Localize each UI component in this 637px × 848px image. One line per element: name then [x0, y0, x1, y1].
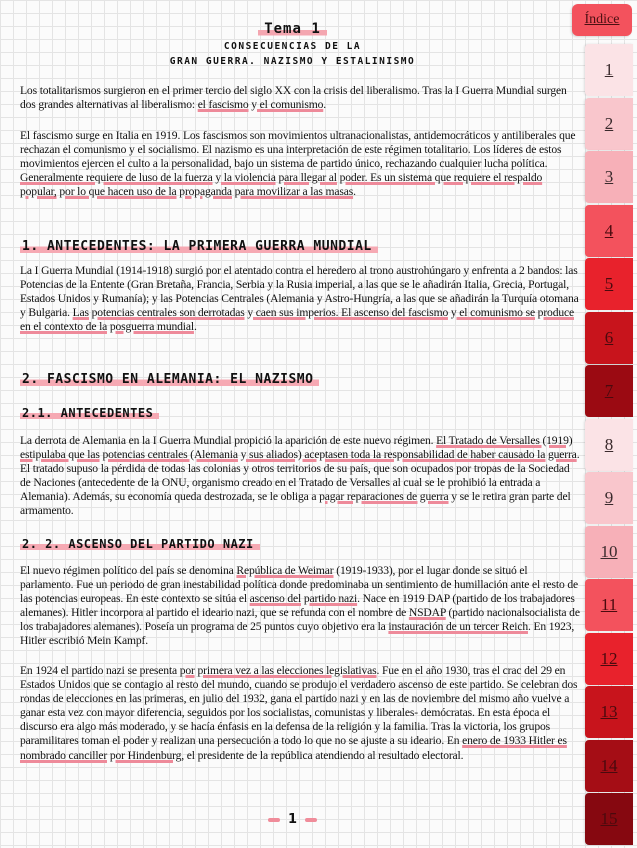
chapter-tab-12[interactable]: 12: [585, 633, 633, 685]
dash-decoration: [268, 818, 280, 822]
highlight-text: enero de 1933 Hitler es nombrado canciller por Hindenburg: [20, 734, 567, 762]
text-run: El fascismo surge en Italia en 1919. Los fascismos son movimientos ultranacionalistas, antidemocráticos y antiliberales que rechazan el comunismo y el socialismo. El nazismo es una interpretación de este régimen totalitario. Los líderes de estos movimientos ejercen el culto a la personalidad, bajo un sistema de partido único, rechazando cualquier lucha política.: [20, 129, 576, 171]
text-run: . En 1923, Hitler escribió Mein Kampf.: [20, 620, 575, 648]
highlight-text: por primera vez a las elecciones legislativas: [179, 664, 377, 677]
chapter-tab-3[interactable]: 3: [585, 151, 633, 203]
page-subtitle-line-2: GRAN GUERRA. NAZISMO Y ESTALINISMO: [169, 56, 416, 67]
section-heading: 1. ANTECEDENTES: LA PRIMERA GUERRA MUNDIAL: [20, 239, 378, 254]
chapter-tab-4[interactable]: 4: [585, 205, 633, 257]
chapter-tab-9[interactable]: 9: [585, 472, 633, 524]
section-heading: 2. FASCISMO EN ALEMANIA: EL NAZISMO: [20, 372, 319, 387]
highlight-text: República de Weimar: [236, 564, 334, 577]
chapter-tab-8[interactable]: 8: [585, 419, 633, 471]
highlight-text: El Tratado de Versalles (1919) estipulaba que las potencias centrales (Alemania y sus aliados) aceptasen toda la responsabilidad de haber causado la guerra: [20, 434, 577, 462]
text-run: , el presidente de la república atendiendo al resultado electoral.: [181, 748, 464, 762]
highlight-text: el fascismo y el comunismo: [197, 98, 324, 112]
section-2-heading-wrap: [20, 368, 580, 387]
chapter-tab-14[interactable]: 14: [585, 740, 633, 792]
text-run: (partido nacionalsocialista de los trabajadores alemanes). Poseía un programa de 25 puntos cuyo objetivo era la: [20, 606, 580, 634]
section-1-heading-wrap: [20, 235, 580, 254]
text-run: y se le retira gran parte del armamento.: [20, 490, 571, 518]
chapter-tab-6[interactable]: 6: [585, 312, 633, 364]
chapter-tab-11[interactable]: 11: [585, 579, 633, 631]
text-run: El nuevo régimen político del país se denomina: [20, 564, 237, 577]
section-2-2-paragraph-1: [20, 564, 580, 649]
chapter-tab-7[interactable]: 7: [585, 365, 633, 417]
page-subtitle-line-1: CONSECUENCIAS DE LA: [223, 41, 362, 52]
index-button[interactable]: Índice: [572, 4, 632, 36]
text-run: .: [323, 98, 326, 112]
section-1-paragraph: [20, 264, 580, 334]
text-run: La derrota de Alemania en la I Guerra Mundial propició la aparición de este nuevo régimen.: [20, 434, 437, 447]
highlight-text: instauración de un tercer Reich: [388, 620, 528, 634]
text-run: . Nace en 1919 DAP (partido de los trabajadores alemanes). Hitler incorpora al partido el ideario nazi, que se refunda con el nombre de: [20, 592, 575, 620]
page-number: [0, 812, 585, 827]
subsection-heading: 2.1. ANTECEDENTES: [20, 406, 159, 420]
dash-decoration: [305, 818, 317, 822]
highlight-text: Generalmente requiere de luso de la fuerza y la violencia para llegar al poder. Es un sistema que requiere el respaldo popular, por lo que hacen uso de la propaganda para movilizar a las masas: [20, 171, 543, 199]
text-run: Los totalitarismos surgieron en el primer tercio del siglo XX con la crisis del liberalismo. Tras la I Guerra Mundial surgen dos grandes alternativas al liberalismo:: [20, 84, 567, 112]
chapter-tab-10[interactable]: 10: [585, 526, 633, 578]
text-run: . Fue en el año 1930, tras el crac del 29 en Estados Unidos que se contagio al resto del mundo, cuando se produjo el verdadero ascenso de este partido. Se celebran dos rondas de elecciones en las primeras, en julio del 1932, gana el partido nazi y en las de noviembre del mismo año vuelve a ganar esta vez con mayor diferencia, seguidos por los socialistas, comunistas y liberales- demócratas. En esta época el discurso era algo más moderado, y se hacía énfasis en la defensa de la religión y la familia. Tras la victoria, los grupos paramilitares toman el poder y realizan una persecución a todo lo que no se ajuste a su ideario. En: [20, 664, 578, 748]
highlight-text: pagar reparaciones de guerra: [319, 490, 449, 504]
chapter-tab-1[interactable]: 1: [585, 44, 633, 96]
chapter-tab-2[interactable]: 2: [585, 98, 633, 150]
text-run: (1919-1933), por el lugar donde se situó el parlamento. Fue un periodo de gran inestabilidad política donde predominaba un sentimiento de humillación ante el resto de las potencias europeas. En este contexto se sitúa el: [20, 564, 579, 606]
highlight-text: NSDAP: [408, 606, 446, 620]
section-2-1-heading-wrap: [20, 402, 580, 421]
subsection-heading: 2. 2. ASCENSO DEL PARTIDO NAZI: [20, 537, 260, 551]
section-2-2-paragraph-2: [20, 664, 580, 763]
intro-paragraph-1: [20, 84, 580, 112]
section-2-1-paragraph: [20, 434, 580, 519]
text-run: . El tratado supuso la pérdida de todas las colonias y otros territorios de su país, que son ocupados por tropas de la Sociedad de Naciones (antecedente de la ONU, organismo creado en el Tratado de Versalles al cual se le prohibió la entrada a Alemania). Además, su economía queda destrozada, se le obliga a: [20, 448, 580, 504]
section-2-2-heading-wrap: [20, 533, 580, 552]
highlight-text: Las potencias centrales son derrotadas y caen sus imperios. El ascenso del fascismo y el comunismo se produce en el contexto de la posguerra mundial: [20, 306, 574, 334]
text-run: La I Guerra Mundial (1914-1918) surgió por el atentado contra el heredero al trono austrohúngaro y enfrenta a 2 bandos: las Potencias de la Entente (Gran Bretaña, Francia, Serbia y la Rusia imperial, a las que se le añadirán Italia, Grecia, Portugal, Estados Unidos y Rumanía); y las Potencias Centrales (Alemania y Astro-Hungría, a las que se añadirán la Turquía otomana y Bulgaria.: [20, 264, 579, 320]
text-run: .: [353, 185, 356, 199]
text-run: .: [193, 320, 197, 334]
highlight-text: ascenso del partido nazi: [249, 592, 358, 606]
page-title: Tema 1: [258, 21, 327, 37]
text-run: En 1924 el partido nazi se presenta: [20, 664, 180, 677]
title-block: [0, 18, 585, 67]
chapter-tab-13[interactable]: 13: [585, 686, 633, 738]
page-number-value: 1: [287, 812, 298, 827]
intro-paragraph-2: [20, 129, 580, 199]
chapter-tab-15[interactable]: 15: [585, 793, 633, 845]
chapter-tab-5[interactable]: 5: [585, 258, 633, 310]
